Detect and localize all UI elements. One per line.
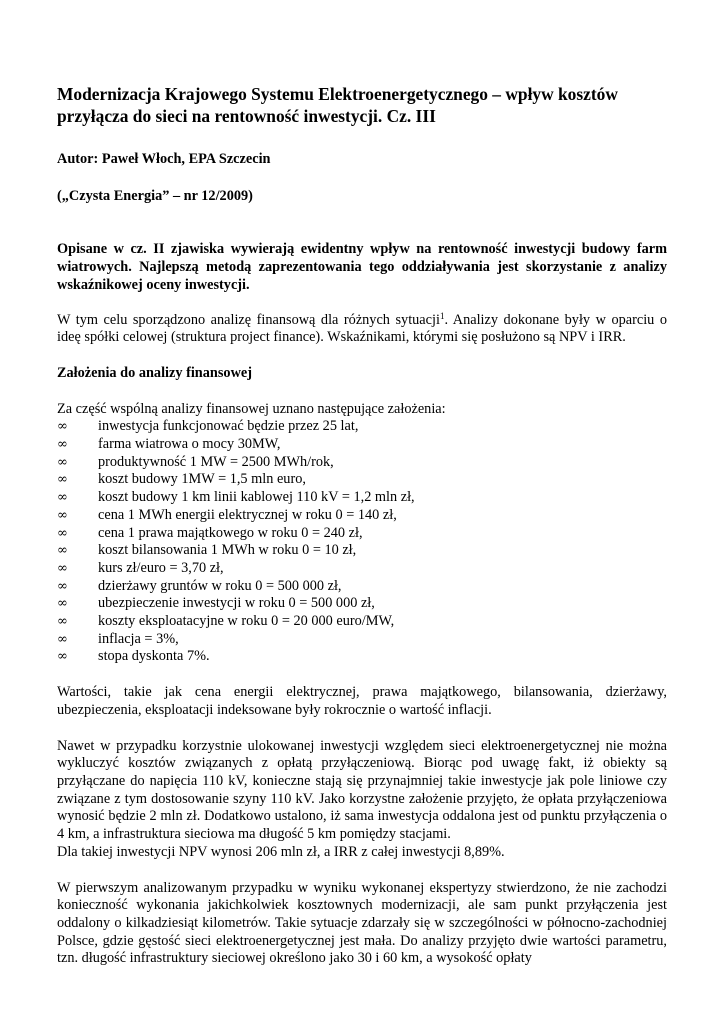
assumption-text: farma wiatrowa o mocy 30MW, [98, 436, 281, 453]
infinity-bullet-icon: ∞ [57, 454, 68, 470]
result-paragraph: Dla takiej inwestycji NPV wynosi 206 mln zł, a IRR z całej inwestycji 8,89%. [57, 843, 505, 860]
assumption-item [57, 648, 667, 666]
footnote-reference[interactable]: 1 [439, 310, 445, 321]
assumption-item [57, 613, 667, 631]
assumption-item [57, 542, 667, 560]
assumption-text: koszt budowy 1MW = 1,5 mln euro, [98, 471, 306, 488]
assumption-text: koszt budowy 1 km linii kablowej 110 kV = 1,2 mln zł, [98, 489, 415, 506]
infinity-bullet-icon: ∞ [57, 578, 68, 594]
infinity-bullet-icon: ∞ [57, 614, 68, 630]
assumption-text: cena 1 prawa majątkowego w roku 0 = 240 zł, [98, 524, 363, 541]
lead-paragraph: Opisane w cz. II zjawiska wywierają ewidentny wpływ na rentowność inwestycji budowy farm wiatrowych. Najlepszą metodą zaprezentowania tego oddziaływania jest skorzystanie z analizy wskaźnikowej oceny inwestycji. [57, 241, 667, 293]
assumption-item [57, 436, 667, 454]
assumption-text: produktywność 1 MW = 2500 MWh/rok, [98, 453, 334, 470]
infinity-bullet-icon: ∞ [57, 525, 68, 541]
infinity-bullet-icon: ∞ [57, 437, 68, 453]
assumption-item [57, 418, 667, 436]
assumption-item [57, 454, 667, 472]
assumption-text: cena 1 MWh energii elektrycznej w roku 0 = 140 zł, [98, 506, 397, 523]
assumption-text: inwestycja funkcjonować będzie przez 25 lat, [98, 418, 359, 435]
infinity-bullet-icon: ∞ [57, 543, 68, 559]
assumption-item [57, 525, 667, 543]
assumption-text: stopa dyskonta 7%. [98, 648, 210, 665]
infinity-bullet-icon: ∞ [57, 490, 68, 506]
values-paragraph: Wartości, takie jak cena energii elektrycznej, prawa majątkowego, bilansowania, dzierżawy, ubezpieczenia, eksploatacji indeksowane były rokrocznie o wartość inflacji. [57, 684, 667, 718]
assumption-item [57, 507, 667, 525]
assumption-text: dzierżawy gruntów w roku 0 = 500 000 zł, [98, 577, 342, 594]
assumption-text: inflacja = 3%, [98, 630, 179, 647]
document-title: Modernizacja Krajowego Systemu Elektroenergetycznego – wpływ kosztów przyłącza do sieci na rentowność inwestycji. Cz. III [57, 84, 618, 126]
intro-text-part1: W tym celu sporządzono analizę finansową dla różnych sytuacji [57, 311, 440, 328]
infinity-bullet-icon: ∞ [57, 631, 68, 647]
first-case-paragraph: W pierwszym analizowanym przypadku w wyniku wykonanej ekspertyzy stwierdzono, że nie zachodzi konieczność wykonania jakichkolwiek kosztownych modernizacji, ale sam punkt przyłączenia jest oddalony o kilkadziesiąt kilometrów. Takie sytuacje zdarzały się w szczególności w północno-zachodniej Polsce, gdzie gęstość sieci elektroenergetycznej jest mała. Do analizy przyjęto dwie wartości parametru, tzn. długość infrastruktury sieciowej określono jako 30 i 60 km, a wysokość opłaty [57, 879, 667, 967]
source-line: („Czysta Energia” – nr 12/2009) [57, 187, 253, 204]
assumption-text: ubezpieczenie inwestycji w roku 0 = 500 000 zł, [98, 595, 375, 612]
assumption-item [57, 595, 667, 613]
infinity-bullet-icon: ∞ [57, 596, 68, 612]
intro-text-part2: . Analizy dokonane były w oparciu o ideę spółki celowej (struktura project finance). Wskaźnikami, którymi się posłużono są NPV i IRR. [57, 311, 667, 346]
assumptions-list [57, 418, 667, 666]
assumptions-intro: Za część wspólną analizy finansowej uznano następujące założenia: [57, 400, 446, 417]
infinity-bullet-icon: ∞ [57, 419, 68, 435]
section-heading: Założenia do analizy finansowej [57, 364, 253, 381]
intro-paragraph [57, 312, 667, 347]
infinity-bullet-icon: ∞ [57, 560, 68, 576]
infinity-bullet-icon: ∞ [57, 507, 68, 523]
assumption-item [57, 471, 667, 489]
favorable-case-paragraph: Nawet w przypadku korzystnie ulokowanej inwestycji względem sieci elektroenergetycznej nie można wykluczyć kosztów związanych z opłatą przyłączeniową. Biorąc pod uwagę fakt, iż obiekty są przyłączane do napięcia 110 kV, konieczne stają się przynajmniej takie inwestycje jak pole liniowe czy związane z tym dostosowanie szyny 110 kV. Jako korzystne założenie przyjęto, że opłata przyłączeniowa wynosić będzie 2 mln zł. Dodatkowo ustalono, iż sama inwestycja oddalona jest od punktu przyłączenia o 4 km, a infrastruktura sieciowa ma długość 5 km pomiędzy stacjami. [57, 737, 667, 843]
infinity-bullet-icon: ∞ [57, 472, 68, 488]
assumption-item [57, 489, 667, 507]
assumption-text: koszty eksploatacyjne w roku 0 = 20 000 euro/MW, [98, 613, 395, 630]
infinity-bullet-icon: ∞ [57, 649, 68, 665]
author-line: Autor: Paweł Włoch, EPA Szczecin [57, 151, 271, 167]
assumption-text: koszt bilansowania 1 MWh w roku 0 = 10 zł, [98, 542, 357, 559]
assumption-text: kurs zł/euro = 3,70 zł, [98, 559, 224, 576]
assumption-item [57, 631, 667, 649]
assumption-item [57, 560, 667, 578]
assumption-item [57, 578, 667, 596]
